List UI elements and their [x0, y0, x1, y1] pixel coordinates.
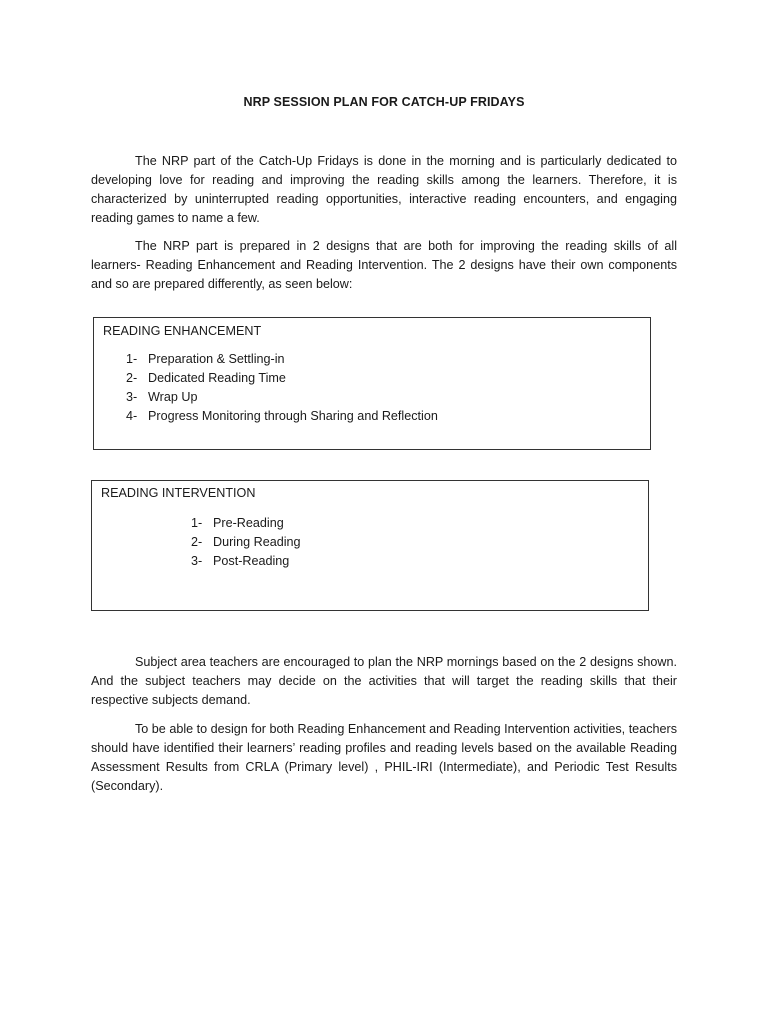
list-item-text: Preparation & Settling-in	[148, 352, 285, 366]
list-item-text: Wrap Up	[148, 390, 198, 404]
paragraph-intro: The NRP part of the Catch-Up Fridays is done in the morning and is particularly dedicated to developing love for reading and improving the reading skills among the learners. Therefore, it is characterized by uninterrupted reading opportunities, interactive reading encounters, and engaging reading games to name a few.	[91, 154, 677, 225]
list-item-number: 2-	[191, 535, 203, 549]
list-item-text: During Reading	[213, 535, 301, 549]
list-item	[126, 407, 438, 426]
list-item-text: Post-Reading	[213, 554, 290, 568]
list-item-number: 4-	[126, 409, 138, 423]
list-item-text: Progress Monitoring through Sharing and Reflection	[148, 409, 438, 423]
document-title: NRP SESSION PLAN FOR CATCH-UP FRIDAYS	[243, 95, 525, 109]
paragraph-subject-teachers: Subject area teachers are encouraged to plan the NRP mornings based on the 2 designs shown. And the subject teachers may decide on the activities that will target the reading skills that their respective subjects demand.	[91, 655, 677, 707]
reading-enhancement-box	[93, 317, 651, 450]
list-item	[126, 388, 438, 407]
list-item	[126, 350, 438, 369]
paragraph-assessment: To be able to design for both Reading Enhancement and Reading Intervention activities, teachers should have identified their learners’ reading profiles and reading levels based on the available Reading Assessment Results from CRLA (Primary level) , PHIL-IRI (Intermediate), and Periodic Test Results (Secondary).	[91, 722, 677, 793]
list-item	[191, 514, 301, 533]
reading-intervention-list	[191, 514, 301, 571]
list-item	[191, 533, 301, 552]
reading-enhancement-list	[126, 350, 438, 426]
reading-enhancement-heading: READING ENHANCEMENT	[103, 324, 262, 338]
list-item-number: 1-	[126, 352, 138, 366]
paragraph-designs: The NRP part is prepared in 2 designs that are both for improving the reading skills of all learners- Reading Enhancement and Reading Intervention. The 2 designs have their own components and so are prepared differently, as seen below:	[91, 239, 677, 291]
list-item	[191, 552, 301, 571]
list-item-number: 1-	[191, 516, 203, 530]
list-item	[126, 369, 438, 388]
list-item-number: 2-	[126, 371, 138, 385]
reading-intervention-heading: READING INTERVENTION	[101, 486, 256, 500]
list-item-number: 3-	[126, 390, 138, 404]
list-item-text: Dedicated Reading Time	[148, 371, 286, 385]
list-item-text: Pre-Reading	[213, 516, 284, 530]
reading-intervention-box	[91, 480, 649, 611]
list-item-number: 3-	[191, 554, 203, 568]
